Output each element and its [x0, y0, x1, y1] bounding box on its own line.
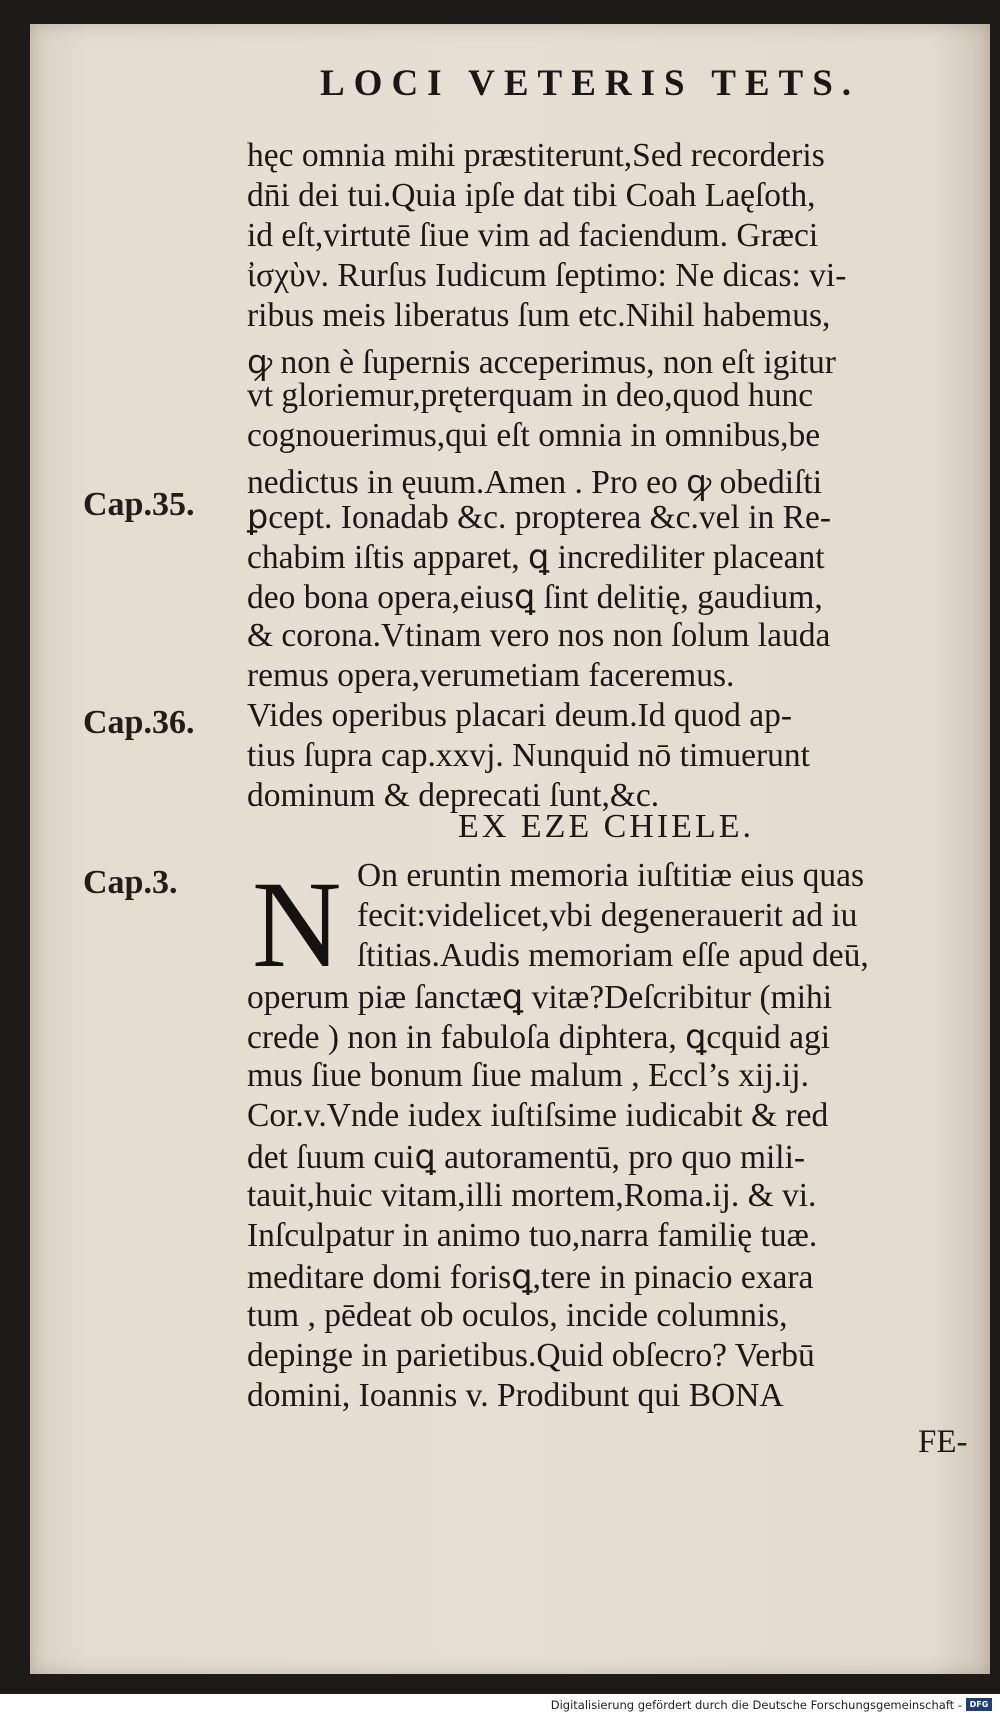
footer-bar [0, 1694, 1000, 1716]
text-line: deo bona opera,eiusꝗ ſint delitię, gaudium, [247, 579, 823, 616]
drop-cap-initial: N [252, 856, 342, 993]
text-line: crede ) non in fabuloſa diphtera, ꝗcquid agi [247, 1019, 831, 1056]
text-line: chabim iſtis apparet, ꝗ incrediliter placeant [247, 539, 825, 576]
text-line: mus ſiue bonum ſiue malum , Eccl’s xij.ij. [247, 1057, 809, 1094]
text-line: domini, Ioannis v. Prodibunt qui BONA [247, 1377, 784, 1414]
text-line: operum piæ ſanctæꝗ vitæ?Deſcribitur (mihi [247, 979, 833, 1016]
text-line: meditare domi forisꝗ,tere in pinacio exara [247, 1259, 814, 1296]
text-line: id eſt,virtutē ſiue vim ad faciendum. Græci [247, 217, 819, 254]
text-line: ribus meis liberatus ſum etc.Nihil habemus, [247, 297, 831, 334]
text-line: ꝑcept. Ionadab &c. propterea &c.vel in Re- [247, 499, 832, 536]
text-line: depinge in parietibus.Quid obſecro? Verbū [247, 1337, 815, 1374]
text-line: fecit:videlicet,vbi degenerauerit ad iu [357, 897, 858, 934]
margin-note-cap36: Cap.36. [83, 704, 195, 741]
footer-credit: Digitalisierung gefördert durch die Deutsche Forschungsgemeinschaft - [550, 1698, 962, 1712]
text-line: ἰσχὺν. Rurſus Iudicum ſeptimo: Ne dicas: vi- [247, 257, 847, 294]
margin-note-cap3: Cap.3. [83, 864, 178, 901]
text-line: nedictus in ęuum.Amen . Pro eo ꝙ obediſti [247, 464, 823, 501]
section-title: EX EZE CHIELE. [458, 808, 754, 845]
text-line: tum , pēdeat ob oculos, incide columnis, [247, 1297, 788, 1334]
text-line: Cor.v.Vnde iudex iuſtiſsime iudicabit & red [247, 1097, 829, 1134]
text-line: vt gloriemur,pręterquam in deo,quod hunc [247, 377, 814, 414]
dfg-logo: DFG [966, 1698, 992, 1711]
text-line: On eruntin memoria iuſtitiæ eius quas [357, 857, 865, 894]
margin-note-cap35: Cap.35. [83, 486, 195, 523]
text-line: remus opera,verumetiam faceremus. [247, 657, 735, 694]
text-line: ſtitias.Audis memoriam eſſe apud deū, [357, 937, 869, 974]
text-line: cognouerimus,qui eſt omnia in omnibus,be [247, 417, 821, 454]
text-line: dominum & deprecati ſunt,&c. [247, 777, 660, 814]
text-line: Inſculpatur in animo tuo,narra familię tuæ. [247, 1217, 818, 1254]
text-line: Vides operibus placari deum.Id quod ap- [247, 697, 792, 734]
text-line: det ſuum cuiꝗ autoramentū, pro quo mili- [247, 1139, 806, 1176]
text-line: & corona.Vtinam vero nos non ſolum lauda [247, 617, 831, 654]
text-line: ꝙ non è ſupernis acceperimus, non eſt igitur [247, 344, 836, 381]
text-line: tauit,huic vitam,illi mortem,Roma.ij. & vi. [247, 1177, 817, 1214]
running-header: LOCI VETERIS TETS. [320, 63, 861, 104]
text-line: tius ſupra cap.xxvj. Nunquid nō timuerunt [247, 737, 810, 774]
text-line: hęc omnia mihi præstiterunt,Sed recorderis [247, 137, 825, 174]
catchword: FE- [918, 1424, 968, 1460]
text-line: dn̄i dei tui.Quia ipſe dat tibi Coah Laęſoth, [247, 177, 816, 214]
